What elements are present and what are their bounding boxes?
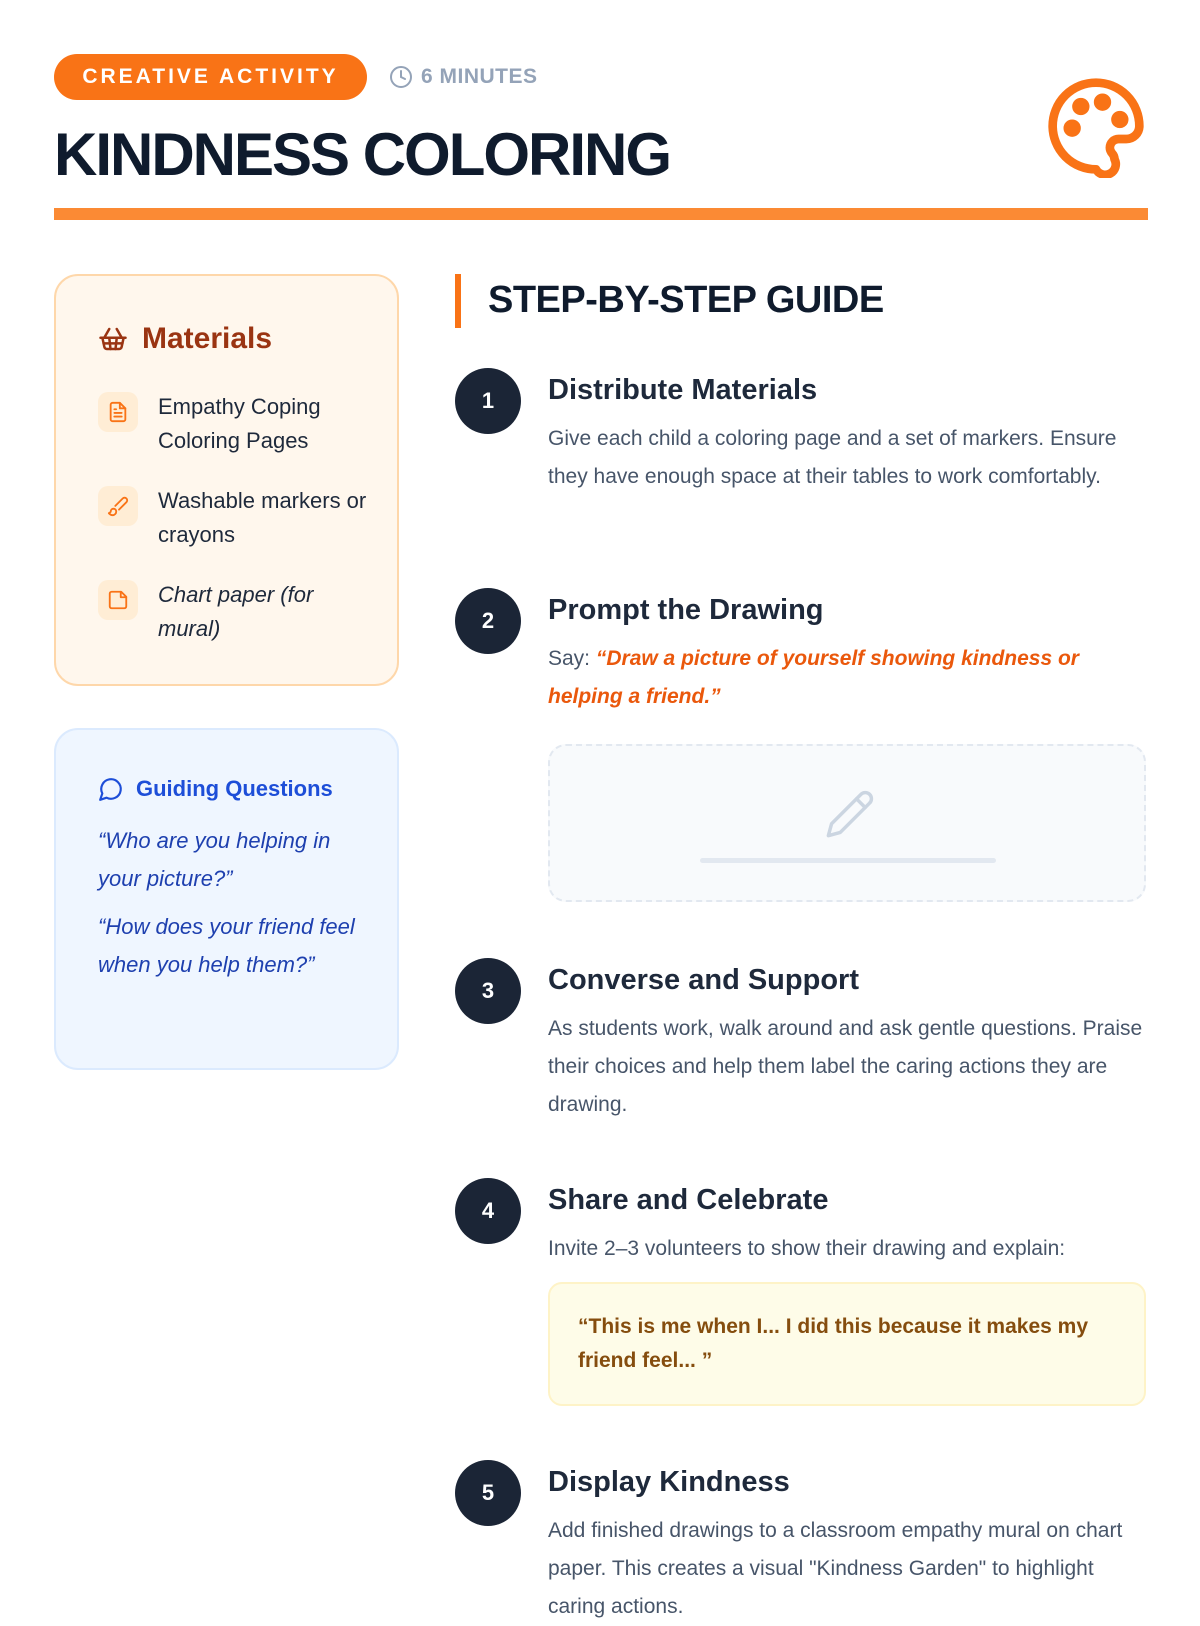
- step-description: [548, 640, 1148, 716]
- drawing-placeholder: [548, 744, 1146, 902]
- sentence-frame: “This is me when I... I did this because it makes my friend feel... ”: [578, 1315, 1088, 1372]
- header: [54, 54, 1148, 224]
- guiding-questions-header: [98, 776, 333, 802]
- guiding-question: “Who are you helping in your picture?”: [98, 828, 331, 891]
- document-icon: [107, 401, 129, 423]
- guiding-questions-card: [54, 728, 399, 1070]
- material-item: [98, 578, 368, 646]
- guide-accent-bar: [455, 274, 461, 328]
- activity-type-badge: CREATIVE ACTIVITY: [54, 54, 367, 100]
- step-title: Converse and Support: [548, 964, 859, 996]
- clock-icon: [389, 65, 413, 89]
- material-item: [98, 390, 368, 458]
- drawing-prompt-quote: “Draw a picture of yourself showing kindness or helping a friend.”: [548, 647, 1079, 708]
- say-label: Say:: [548, 647, 591, 670]
- step-description: Invite 2–3 volunteers to show their drawing and explain:: [548, 1237, 1066, 1260]
- speech-bubble-icon: [98, 776, 124, 802]
- step-title: Share and Celebrate: [548, 1184, 829, 1216]
- step-description: Give each child a coloring page and a set of markers. Ensure they have enough space at their tables to work comfortably.: [548, 427, 1117, 488]
- guide-title: STEP-BY-STEP GUIDE: [488, 279, 884, 321]
- page-title: KINDNESS COLORING: [54, 121, 671, 188]
- header-divider: [54, 208, 1148, 220]
- material-item: [98, 484, 368, 552]
- drawing-line: [700, 858, 996, 863]
- materials-header: [98, 322, 272, 356]
- sentence-frame-box: [548, 1282, 1146, 1406]
- guiding-questions-title: Guiding Questions: [136, 776, 333, 801]
- step-description: As students work, walk around and ask gentle questions. Praise their choices and help them label the caring actions they are drawing.: [548, 1017, 1143, 1116]
- step-title: Prompt the Drawing: [548, 594, 824, 626]
- step-title: Distribute Materials: [548, 374, 818, 406]
- step-title: Display Kindness: [548, 1466, 790, 1498]
- step-number: 3: [455, 958, 521, 1024]
- step-number: 5: [455, 1460, 521, 1526]
- pencil-icon: [824, 788, 876, 840]
- palette-icon: [1044, 74, 1148, 178]
- material-label: Empathy Coping Coloring Pages: [158, 394, 321, 453]
- brush-icon: [107, 495, 129, 517]
- step-number: 1: [455, 368, 521, 434]
- guiding-question: “How does your friend feel when you help them?”: [98, 914, 355, 977]
- materials-title: Materials: [142, 322, 273, 355]
- step-number: 4: [455, 1178, 521, 1244]
- materials-card: [54, 274, 399, 686]
- duration: [389, 60, 538, 94]
- material-label: Chart paper (for mural): [158, 582, 314, 641]
- step-description: Add finished drawings to a classroom empathy mural on chart paper. This creates a visual "Kindness Garden" to highlight caring actions.: [548, 1519, 1123, 1618]
- sticky-note-icon: [107, 589, 129, 611]
- basket-icon: [98, 324, 128, 354]
- duration-label: 6 MINUTES: [421, 65, 538, 88]
- step-number: 2: [455, 588, 521, 654]
- material-label: Washable markers or crayons: [158, 488, 367, 547]
